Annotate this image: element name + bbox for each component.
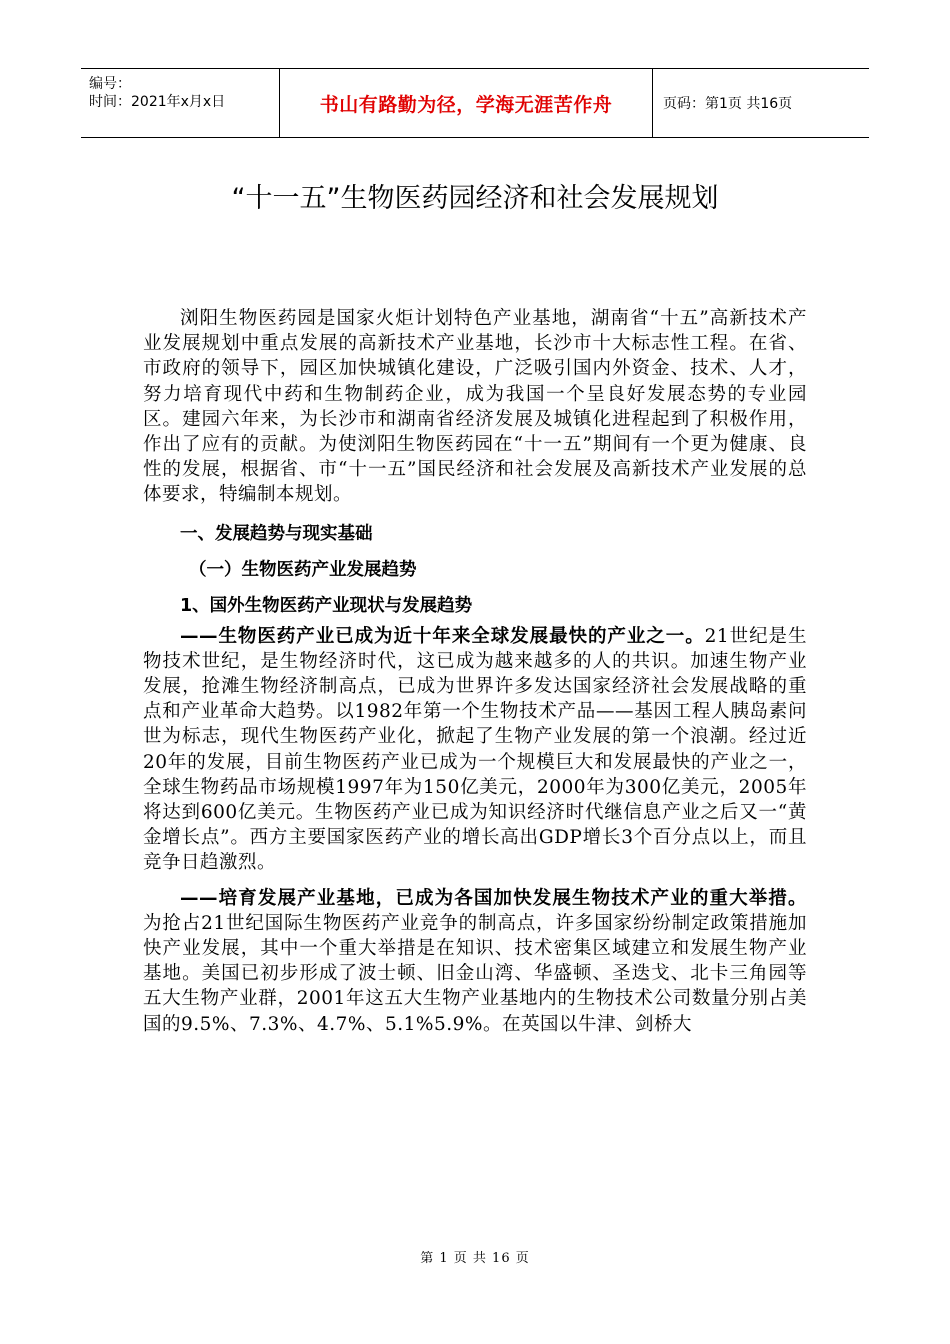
header-page-cell [653, 69, 869, 137]
section-heading-1: 一、发展趋势与现实基础 [180, 523, 373, 544]
number-label: 编号： [89, 76, 131, 92]
paragraph-2-lead: ——培育发展产业基地，已成为各国加快发展生物技术产业的重大举措。 [180, 887, 807, 909]
section-heading-3: 1、国外生物医药产业现状与发展趋势 [180, 595, 473, 616]
motto-text: 书山有路勤为径，学海无涯苦作舟 [319, 93, 613, 116]
page-info: 页码：第1页 共16页 [663, 96, 793, 112]
time-label: 时间：2021年x月x日 [89, 94, 226, 110]
paragraph-2 [143, 886, 807, 1037]
document-body [143, 306, 807, 1037]
paragraph-1-body: 21世纪是生物技术世纪，是生物经济时代，这已成为越来越多的人的共识。加速生物产业发展，抢滩生物经济制高点，已成为世界许多发达国家经济社会发展战略的重点和产业革命大趋势。以1982年第一个生物技术产品——基因工程人胰岛素问世为标志，现代生物医药产业化，掀起了生物产业发展的第一个浪潮。经过近20年的发展，目前生物医药产业已成为一个规模巨大和发展最快的产业之一，全球生物药品市场规模1997年为150亿美元，2000年为300亿美元，2005年将达到600亿美元。生物医药产业已成为知识经济时代继信息产业之后又一“黄金增长点”。西方主要国家医药产业的增长高出GDP增长3个百分点以上，而且竞争日趋激烈。 [143, 625, 807, 874]
paragraph-1 [143, 624, 807, 876]
paragraph-2-body: 为抢占21世纪国际生物医药产业竞争的制高点，许多国家纷纷制定政策措施加快产业发展，其中一个重大举措是在知识、技术密集区域建立和发展生物产业基地。美国已初步形成了波士顿、旧金山湾、华盛顿、圣迭戈、北卡三角园等五大生物产业群，2001年这五大生物产业基地内的生物技术公司数量分别占美国的9.5%、7.3%、4.7%、5.1%5.9%。在英国以牛津、剑桥大 [143, 912, 807, 1035]
document-title: “十一五”生物医药园经济和社会发展规划 [231, 183, 719, 214]
section-heading-2: （一）生物医药产业发展趋势 [189, 559, 417, 580]
page-footer: 第 1 页 共 16 页 [420, 1251, 530, 1266]
paragraph-1-lead: ——生物医药产业已成为近十年来全球发展最快的产业之一。 [180, 625, 705, 647]
header-meta-cell [81, 69, 280, 137]
header-table [81, 68, 869, 138]
header-motto-cell [280, 69, 653, 137]
intro-paragraph: 浏阳生物医药园是国家火炬计划特色产业基地，湖南省“十五”高新技术产业发展规划中重点发展的高新技术产业基地，长沙市十大标志性工程。在省、市政府的领导下，园区加快城镇化建设，广泛吸引国内外资金、技术、人才，努力培育现代中药和生物制药企业，成为我国一个呈良好发展态势的专业园区。建园六年来，为长沙市和湖南省经济发展及城镇化进程起到了积极作用，作出了应有的贡献。为使浏阳生物医药园在“十一五”期间有一个更为健康、良性的发展，根据省、市“十一五”国民经济和社会发展及高新技术产业发展的总体要求，特编制本规划。 [143, 308, 807, 506]
